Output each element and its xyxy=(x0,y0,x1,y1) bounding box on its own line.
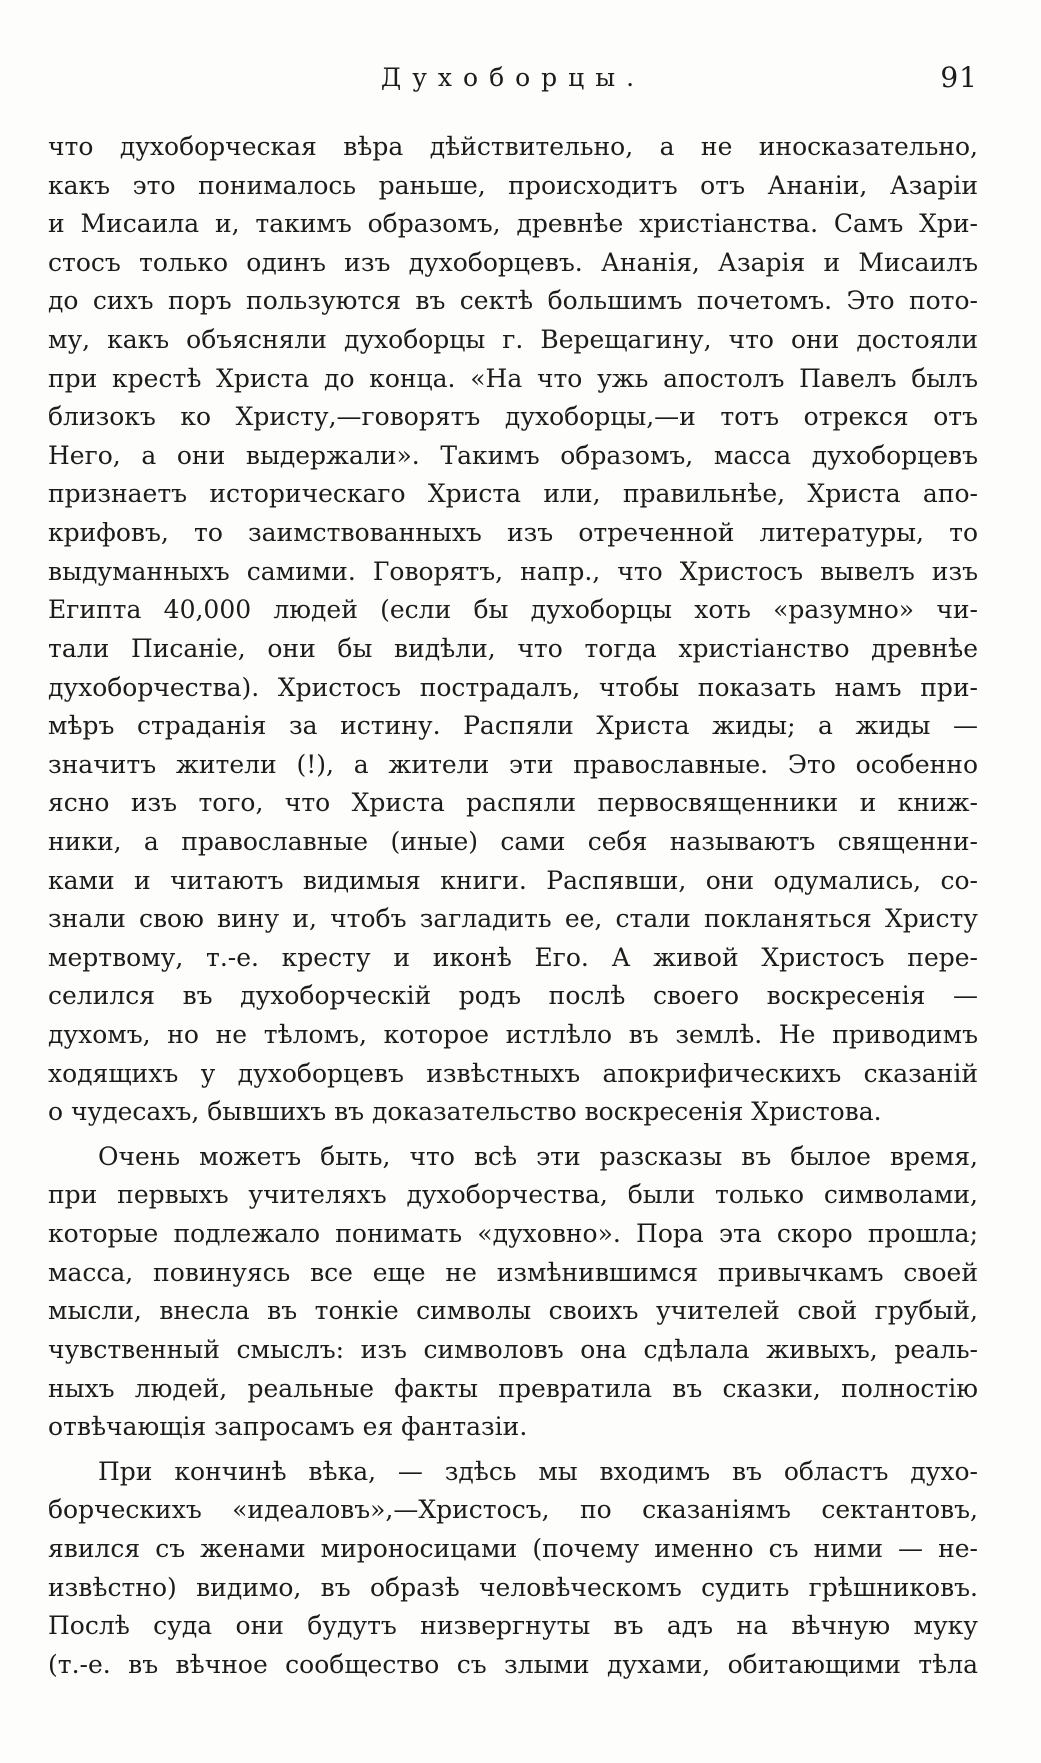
text-line: ками и читаютъ видимыя книги. Распявши, они одумались, со- xyxy=(48,865,978,895)
text-line: извѣстно) видимо, въ образѣ человѣческомъ судить грѣшниковъ. xyxy=(48,1572,978,1602)
text-line: (т.-е. въ вѣчное сообщество съ злыми духами, обитающими тѣла xyxy=(48,1649,978,1679)
text-line: тали Писаніе, они бы видѣли, что тогда христіанство древнѣе xyxy=(48,633,978,663)
text-line: что духоборческая вѣра дѣйствительно, а не иносказательно, xyxy=(48,132,978,161)
page-number: 91 xyxy=(940,61,978,94)
text-line: явился съ женами мироносицами (почему именно съ ними — не- xyxy=(48,1533,978,1563)
text-line: духоборчества). Христосъ пострадалъ, чтобы показать намъ при- xyxy=(48,672,978,702)
text-line: и Мисаила и, такимъ образомъ, древнѣе христіанства. Самъ Хри- xyxy=(48,209,978,239)
text-line: знали свою вину и, чтобъ загладить ее, стали покланяться Христу xyxy=(48,904,978,934)
text-line: признаетъ историческаго Христа или, правильнѣе, Христа апо- xyxy=(48,479,978,509)
text-line: духомъ, но не тѣломъ, которое истлѣло въ землѣ. Не приводимъ xyxy=(48,1020,978,1050)
text-line: отвѣчающія запросамъ ея фантазіи. xyxy=(48,1412,528,1442)
text-line: Него, а они выдержали». Такимъ образомъ, масса духоборцевъ xyxy=(48,440,978,470)
text-line: до сихъ поръ пользуются въ сектѣ большимъ почетомъ. Это пото- xyxy=(48,286,978,316)
text-line: борческихъ «идеаловъ»,—Христосъ, по сказаніямъ сектантовъ, xyxy=(48,1495,978,1525)
paragraph xyxy=(48,128,978,1132)
text-line: крифовъ, то заимствованныхъ изъ отреченной литературы, то xyxy=(48,518,978,548)
text-line: Послѣ суда они будутъ низвергнуты въ адъ на вѣчную муку xyxy=(48,1611,978,1641)
text-line: Египта 40,000 людей (если бы духоборцы хоть «разумно» чи- xyxy=(48,595,978,625)
text-line: ники, а православные (иные) сами себя называютъ священни- xyxy=(48,826,978,856)
text-line: какъ это понималось раньше, происходитъ отъ Ананіи, Азаріи xyxy=(48,170,978,200)
text-line: стосъ только одинъ изъ духоборцевъ. Ананія, Азарія и Мисаилъ xyxy=(48,247,978,277)
text-line: мертвому, т.-е. кресту и иконѣ Его. А живой Христосъ пере- xyxy=(48,942,978,972)
page-header xyxy=(48,58,978,98)
text-line: При кончинѣ вѣка, — здѣсь мы входимъ въ областъ духо- xyxy=(98,1456,978,1486)
text-line: чувственный смыслъ: изъ символовъ она сдѣлала живыхъ, реаль- xyxy=(48,1334,978,1364)
text-line: которые подлежало понимать «духовно». Пора эта скоро прошла; xyxy=(48,1219,978,1249)
text-line: му, какъ объясняли духоборцы г. Верещагину, что они достояли xyxy=(48,325,978,355)
running-title: Духоборцы. xyxy=(380,63,646,92)
text-line: мѣръ страданія за истину. Распяли Христа жиды; а жиды — xyxy=(48,711,978,741)
text-line: при крестѣ Христа до конца. «На что ужь апостолъ Павелъ былъ xyxy=(48,363,978,393)
paragraph xyxy=(48,1138,978,1447)
text-line: ходящихъ у духоборцевъ извѣстныхъ апокрифическихъ сказаній xyxy=(48,1058,978,1088)
text-line: Очень можетъ быть, что всѣ эти разсказы въ былое время, xyxy=(98,1141,978,1171)
body-text xyxy=(48,128,978,1684)
text-line: при первыхъ учителяхъ духоборчества, были только символами, xyxy=(48,1180,978,1210)
text-line: селился въ духоборческій родъ послѣ своего воскресенія — xyxy=(48,981,978,1011)
text-line: близокъ ко Христу,—говорятъ духоборцы,—и тотъ отрекся отъ xyxy=(48,402,978,432)
text-line: мысли, внесла въ тонкіе символы своихъ учителей свой грубый, xyxy=(48,1296,978,1326)
text-line: ясно изъ того, что Христа распяли первосвященники и книж- xyxy=(48,788,978,818)
text-line: масса, повинуясь все еще не измѣнившимся привычкамъ своей xyxy=(48,1257,978,1287)
text-line: выдуманныхъ самими. Говорятъ, напр., что Христосъ вывелъ изъ xyxy=(48,556,978,586)
text-line: о чудесахъ, бывшихъ въ доказательство воскресенія Христова. xyxy=(48,1097,882,1127)
text-line: ныхъ людей, реальные факты превратила въ сказки, полностію xyxy=(48,1373,978,1403)
paragraph xyxy=(48,1453,978,1685)
text-line: значитъ жители (!), а жители эти православные. Это особенно xyxy=(48,749,978,779)
